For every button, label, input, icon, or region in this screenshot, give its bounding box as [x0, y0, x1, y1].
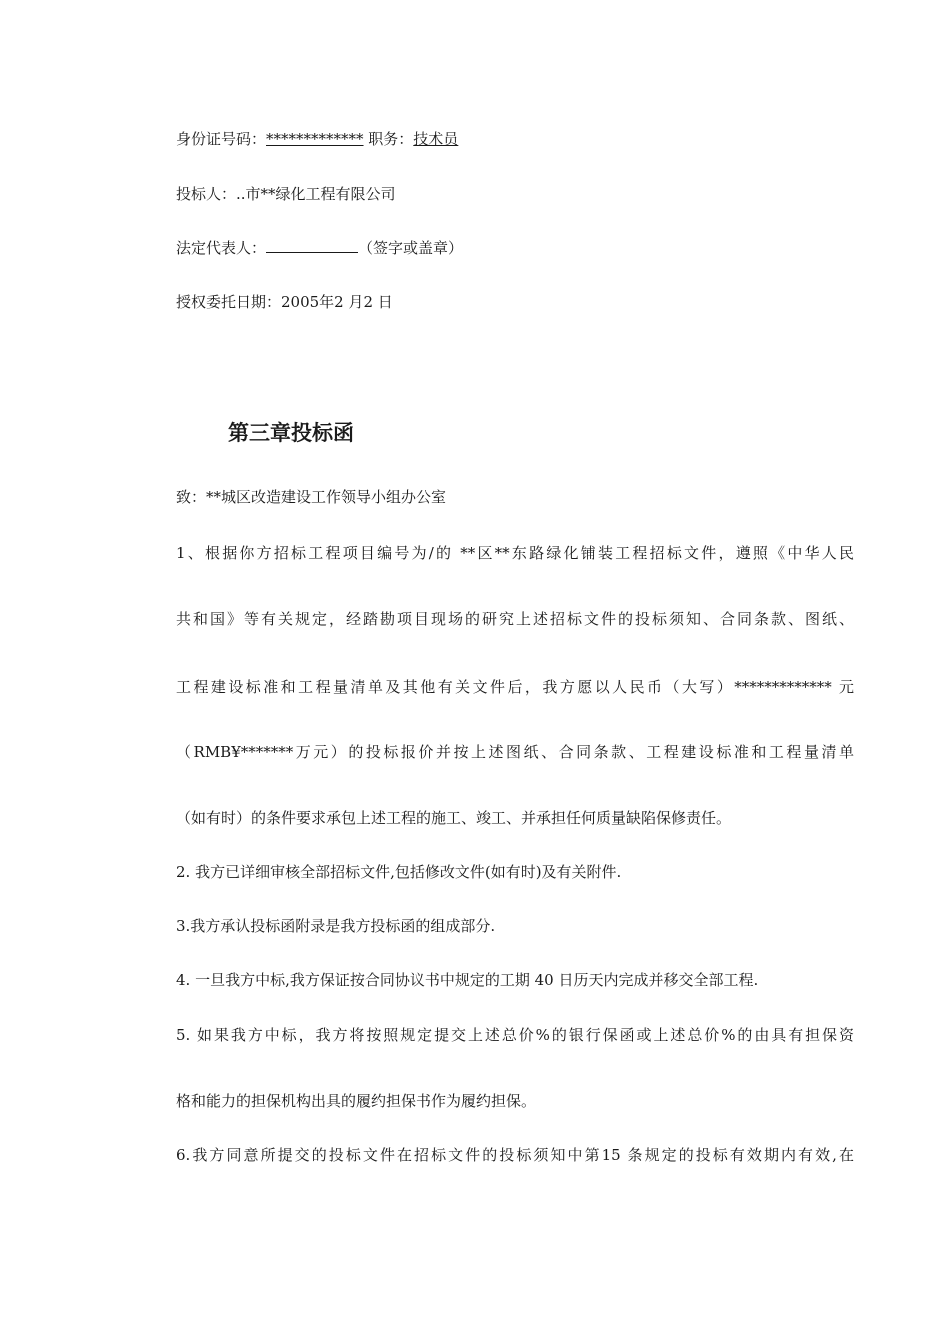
- legal-representative-line: [176, 238, 463, 258]
- item1-line-2: 共和国》等有关规定，经踏勘项目现场的研究上述招标文件的投标须知、合同条款、图纸、: [176, 610, 854, 628]
- id-number-label: 身份证号码：: [176, 130, 267, 148]
- item5-line-1: 5. 如果我方中标，我方将按照规定提交上述总价%的银行保函或上述总价%的由具有担保资: [176, 1026, 854, 1044]
- item1-line-5: （如有时）的条件要求承包上述工程的施工、竣工、并承担任何质量缺陷保修责任。: [176, 809, 732, 827]
- position-value: 技术员: [413, 130, 459, 148]
- id-number-line: [176, 129, 458, 149]
- addressee: 致：**城区改造建设工作领导小组办公室: [176, 488, 447, 506]
- chapter-title: 第三章投标函: [228, 421, 354, 445]
- signature-blank: [266, 238, 358, 253]
- item5-line-2: 格和能力的担保机构出具的履约担保书作为履约担保。: [176, 1092, 537, 1110]
- legal-rep-label: 法定代表人：: [176, 239, 267, 257]
- legal-rep-suffix: （签字或盖章）: [358, 239, 464, 257]
- authorization-date: 授权委托日期：2005年2 月2 日: [176, 293, 393, 311]
- position-label: 职务：: [363, 130, 414, 148]
- item1-line-4: （RMB¥*******万元）的投标报价并按上述图纸、合同条款、工程建设标准和工程量清单: [176, 743, 854, 761]
- bidder-line: 投标人：..市**绿化工程有限公司: [176, 185, 396, 203]
- item1-line-1: 1、根据你方招标工程项目编号为/的 **区**东路绿化铺装工程招标文件，遵照《中华人民: [176, 544, 854, 562]
- id-number-value: *************: [266, 130, 364, 148]
- item6-line-1: 6.我方同意所提交的投标文件在招标文件的投标须知中第15 条规定的投标有效期内有效,在: [176, 1146, 854, 1164]
- item3: 3.我方承认投标函附录是我方投标函的组成部分.: [176, 917, 496, 935]
- item2: 2. 我方已详细审核全部招标文件,包括修改文件(如有时)及有关附件.: [176, 863, 622, 881]
- item4: 4. 一旦我方中标,我方保证按合同协议书中规定的工期 40 日历天内完成并移交全部工程.: [176, 971, 759, 989]
- item1-line-3: 工程建设标准和工程量清单及其他有关文件后，我方愿以人民币（大写）************* 元: [176, 678, 854, 696]
